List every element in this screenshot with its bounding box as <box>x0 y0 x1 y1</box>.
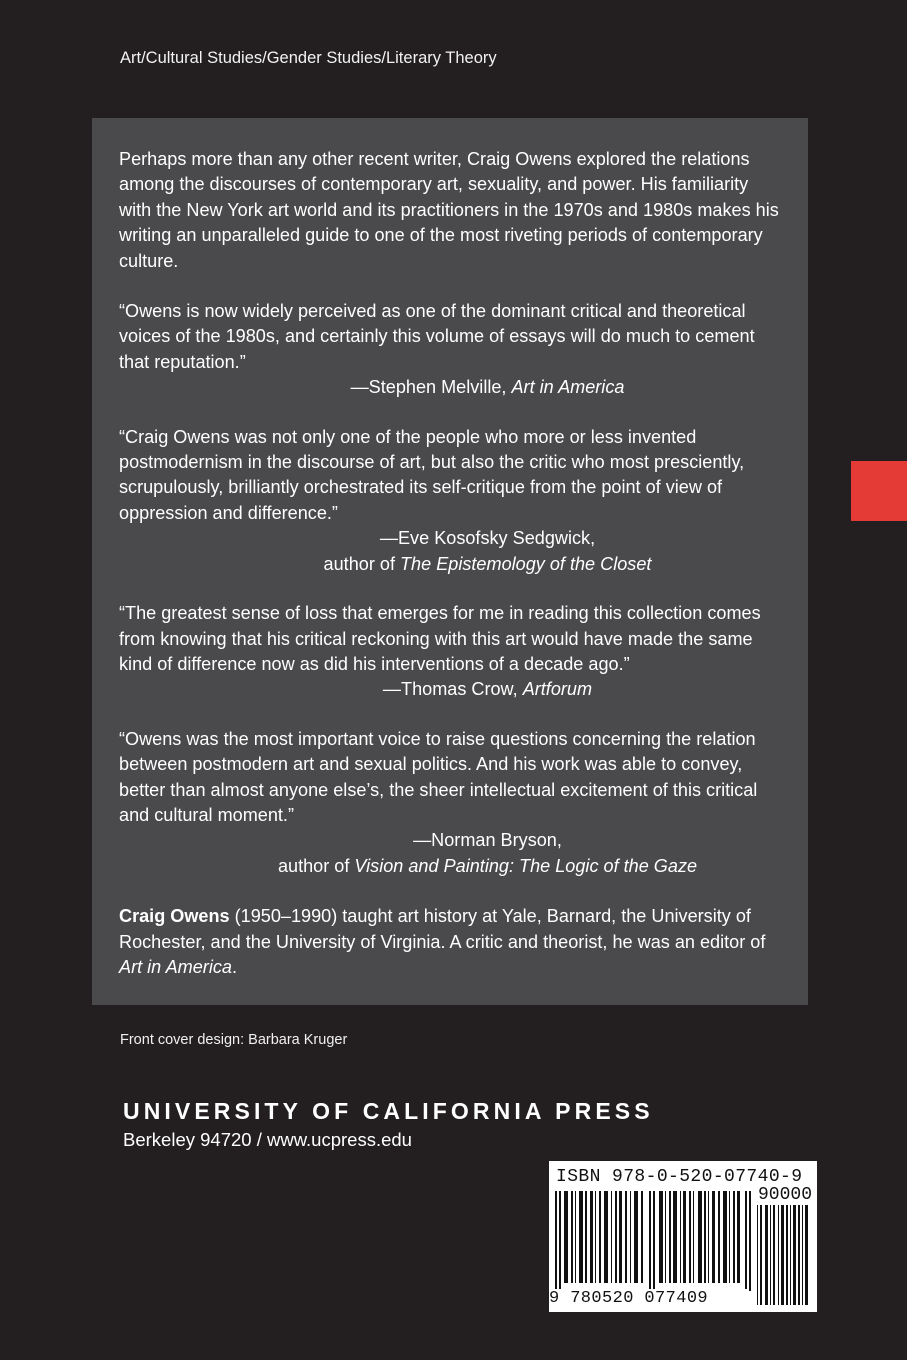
quote-block-3 <box>119 601 780 703</box>
publisher-name: UNIVERSITY OF CALIFORNIA PRESS <box>123 1098 654 1124</box>
quote-attribution <box>119 526 780 577</box>
quote-attribution <box>119 828 780 879</box>
quote-block-2 <box>119 425 780 577</box>
price-code: 90000 <box>758 1185 813 1205</box>
cover-credit: Front cover design: Barbara Kruger <box>120 1032 348 1048</box>
author-bio: Craig Owens (1950–1990) taught art history at Yale, Barnard, the University of Rochester, and the University of Virginia. A critic and theorist, he was an editor of Art in America. <box>119 906 766 977</box>
quote-text: “Owens is now widely perceived as one of the dominant critical and theoretical voices of the 1980s, and certainly this volume of essays will do much to cement that reputation.” <box>119 301 755 372</box>
attribution-name: —Stephen Melville, Art in America <box>350 377 625 398</box>
quote-text: “Craig Owens was not only one of the people who more or less invented postmodernism in the discourse of art, but also the critic who most presciently, scrupulously, brilliantly orchestrated its self-critique from the point of view of oppression and difference.” <box>119 426 745 523</box>
description-panel <box>92 118 808 1005</box>
barcode-addon-bars <box>757 1205 811 1305</box>
category-line: Art/Cultural Studies/Gender Studies/Literary Theory <box>120 49 497 67</box>
attribution-name: —Thomas Crow, Artforum <box>382 679 593 700</box>
attribution-name: —Eve Kosofsky Sedgwick, <box>379 528 596 549</box>
quote-block-4 <box>119 727 780 879</box>
quote-block-1 <box>119 299 780 401</box>
author-name: Craig Owens <box>119 906 230 927</box>
publisher-address: Berkeley 94720 / www.ucpress.edu <box>123 1129 412 1150</box>
barcode-main-bars <box>555 1191 753 1291</box>
quote-text: “Owens was the most important voice to raise questions concerning the relation between postmodern art and sexual politics. And his work was able to convey, better than almost anyone else’s, the sheer intellectual excitement of this critical and cultural moment.” <box>119 728 758 825</box>
attribution-source: author of The Epistemology of the Closet <box>323 553 652 574</box>
barcode-panel <box>549 1161 817 1312</box>
barcode-number: 9 780520 077409 <box>549 1289 749 1308</box>
quote-attribution <box>119 677 780 702</box>
attribution-name: —Norman Bryson, <box>413 830 562 851</box>
attribution-source: author of Vision and Painting: The Logic of the Gaze <box>277 855 698 876</box>
isbn-label: ISBN 978-0-520-07740-9 <box>556 1167 803 1187</box>
intro-paragraph: Perhaps more than any other recent writer, Craig Owens explored the relations among the discourses of contemporary art, sexuality, and power. His familiarity with the New York art world and its practitioners in the 1970s and 1980s makes his writing an unparalleled guide to one of the most riveting periods of contemporary culture. <box>119 149 779 271</box>
quote-attribution <box>119 375 780 400</box>
red-spine-tab <box>851 461 907 521</box>
quote-text: “The greatest sense of loss that emerges for me in reading this collection comes from knowing that his critical reckoning with this art would have made the same kind of difference now as did his interventions of a decade ago.” <box>119 603 761 674</box>
